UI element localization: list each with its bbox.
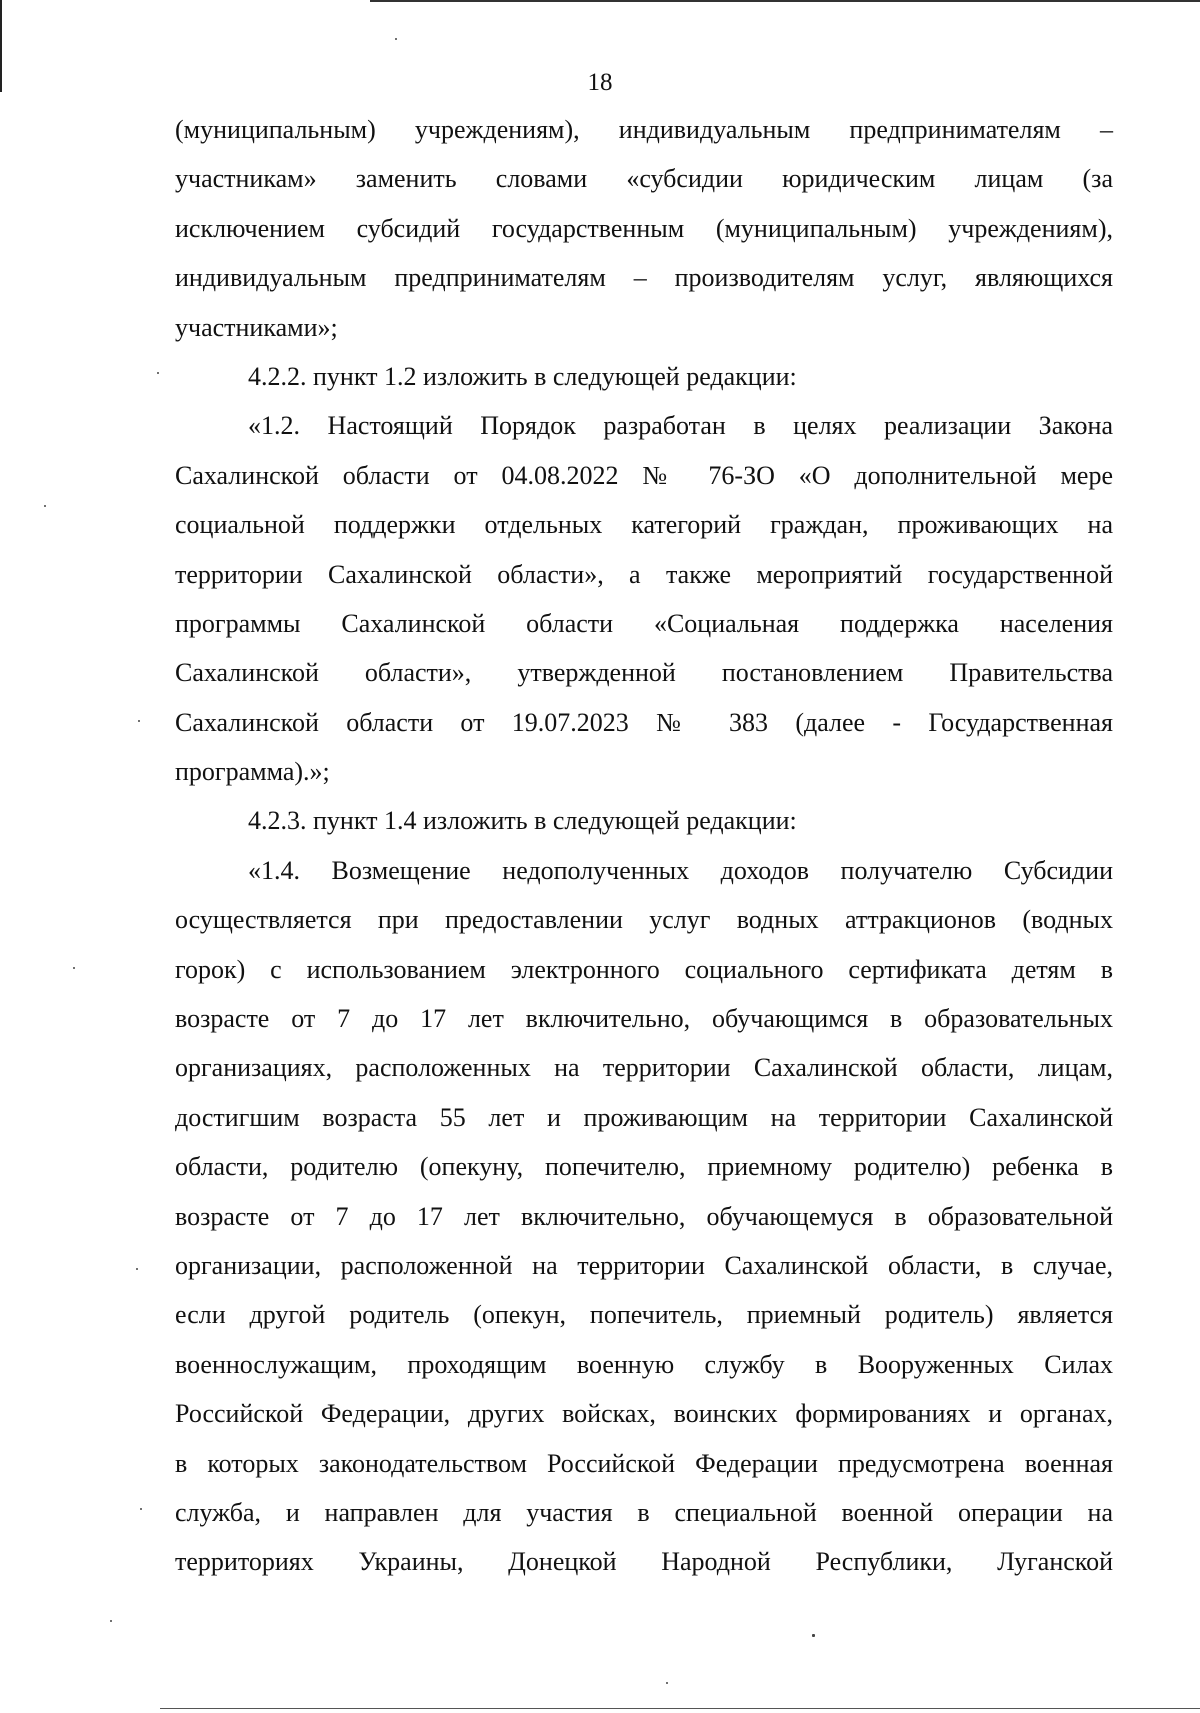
- text-line: организациях, расположенных на территории Сахалинской области, лицам,: [175, 1053, 1113, 1083]
- text-line: если другой родитель (опекун, попечитель, приемный родитель) является: [175, 1300, 1113, 1330]
- text-line: территории Сахалинской области», а также мероприятий государственной: [175, 559, 1113, 589]
- text-line: в которых законодательством Российской Федерации предусмотрена военная: [175, 1448, 1113, 1478]
- scan-speck: [812, 1634, 815, 1637]
- text-line: программы Сахалинской области «Социальная поддержка населения: [175, 608, 1113, 638]
- text-line: достигшим возраста 55 лет и проживающим на территории Сахалинской: [175, 1102, 1113, 1132]
- scan-speck: [136, 1268, 138, 1270]
- text-line: организации, расположенной на территории Сахалинской области, в случае,: [175, 1250, 1113, 1280]
- text-line: индивидуальным предпринимателям – производителям услуг, являющихся: [175, 263, 1113, 293]
- text-line: осуществляется при предоставлении услуг водных аттракционов (водных: [175, 905, 1113, 935]
- text-line: территориях Украины, Донецкой Народной Республики, Луганской: [175, 1547, 1113, 1577]
- text-line: горок) с использованием электронного социального сертификата детям в: [175, 954, 1113, 984]
- text-line: «1.2. Настоящий Порядок разработан в целях реализации Закона: [248, 411, 1113, 441]
- scan-speck: [140, 1508, 142, 1510]
- scan-speck: [110, 1620, 112, 1622]
- scan-speck: [157, 372, 159, 374]
- text-line: Российской Федерации, других войсках, воинских формированиях и органах,: [175, 1399, 1113, 1429]
- text-line: (муниципальным) учреждениям), индивидуальным предпринимателям –: [175, 115, 1113, 144]
- scan-speck: [395, 38, 397, 40]
- scan-speck: [44, 505, 46, 507]
- text-line: 4.2.3. пункт 1.4 изложить в следующей редакции:: [248, 806, 797, 836]
- text-line: программа).»;: [175, 757, 330, 787]
- scan-speck: [666, 1682, 668, 1684]
- text-line: Сахалинской области», утвержденной постановлением Правительства: [175, 658, 1113, 688]
- text-line: Сахалинской области от 04.08.2022 № 76-ЗО «О дополнительной мере: [175, 460, 1113, 490]
- text-line: военнослужащим, проходящим военную службу в Вооруженных Силах: [175, 1349, 1113, 1379]
- scan-edge-top: [370, 0, 1200, 2]
- text-line: служба, и направлен для участия в специальной военной операции на: [175, 1497, 1113, 1527]
- text-line: «1.4. Возмещение недополученных доходов получателю Субсидии: [248, 855, 1113, 885]
- scan-speck: [138, 720, 140, 722]
- text-line: возрасте от 7 до 17 лет включительно, обучающемуся в образовательной: [175, 1201, 1113, 1231]
- text-line: участниками»;: [175, 312, 338, 342]
- document-body: [175, 105, 1113, 1587]
- text-line: Сахалинской области от 19.07.2023 № 383 (далее - Государственная: [175, 707, 1113, 737]
- text-line: области, родителю (опекуну, попечителю, приемному родителю) ребенка в: [175, 1152, 1113, 1182]
- page-number: 18: [587, 69, 613, 96]
- text-line: социальной поддержки отдельных категорий граждан, проживающих на: [175, 510, 1113, 540]
- text-line: возрасте от 7 до 17 лет включительно, обучающимся в образовательных: [175, 1004, 1113, 1034]
- text-line: 4.2.2. пункт 1.2 изложить в следующей редакции:: [248, 361, 797, 391]
- scan-edge-bottom: [160, 1708, 1200, 1709]
- scan-speck: [73, 967, 75, 969]
- text-line: участникам» заменить словами «субсидии юридическим лицам (за: [175, 164, 1113, 194]
- text-line: исключением субсидий государственным (муниципальным) учреждениям),: [175, 213, 1113, 243]
